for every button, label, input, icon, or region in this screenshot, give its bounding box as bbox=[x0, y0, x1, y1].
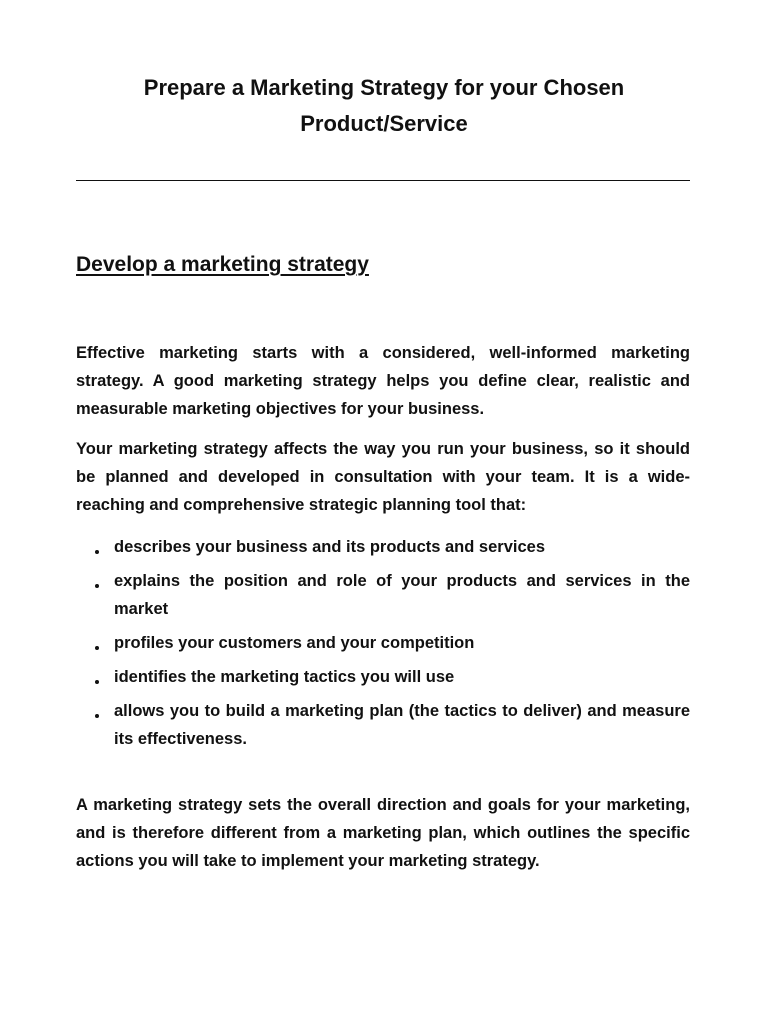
section-heading: Develop a marketing strategy bbox=[76, 253, 369, 276]
bullet-icon bbox=[95, 550, 99, 554]
document-title bbox=[76, 70, 692, 142]
document-title-line-2: Product/Service bbox=[300, 111, 468, 136]
document-title-line-1: Prepare a Marketing Strategy for your Chosen bbox=[143, 75, 625, 100]
paragraph-intro: Effective marketing starts with a considered, well-informed marketing strategy. A good marketing strategy helps you define clear, realistic and measurable marketing objectives for your business. bbox=[76, 344, 690, 418]
paragraph-strategy-effects: Your marketing strategy affects the way you run your business, so it should be planned and developed in consultation with your team. It is a wide-reaching and comprehensive strategic planning tool that: bbox=[76, 440, 690, 514]
list-item bbox=[76, 533, 690, 561]
bullet-icon bbox=[95, 714, 99, 718]
bullet-icon bbox=[95, 584, 99, 588]
list-item bbox=[76, 663, 690, 691]
list-item bbox=[76, 697, 690, 753]
bullet-icon bbox=[95, 646, 99, 650]
list-item-text: identifies the marketing tactics you will use bbox=[114, 668, 455, 686]
list-item bbox=[76, 567, 690, 623]
list-item-text: profiles your customers and your competition bbox=[114, 634, 475, 652]
list-item-text: allows you to build a marketing plan (the tactics to deliver) and measure its effectiveness. bbox=[114, 702, 690, 748]
document-page bbox=[76, 0, 692, 1024]
list-item-text: describes your business and its products and services bbox=[114, 538, 545, 556]
bullet-icon bbox=[95, 680, 99, 684]
paragraph-strategy-vs-plan: A marketing strategy sets the overall direction and goals for your marketing, and is therefore different from a marketing plan, which outlines the specific actions you will take to implement your marketing strategy. bbox=[76, 796, 690, 870]
list-item-text: explains the position and role of your products and services in the market bbox=[114, 572, 690, 618]
title-divider bbox=[76, 180, 690, 181]
list-item bbox=[76, 629, 690, 657]
bullet-list bbox=[76, 533, 690, 759]
